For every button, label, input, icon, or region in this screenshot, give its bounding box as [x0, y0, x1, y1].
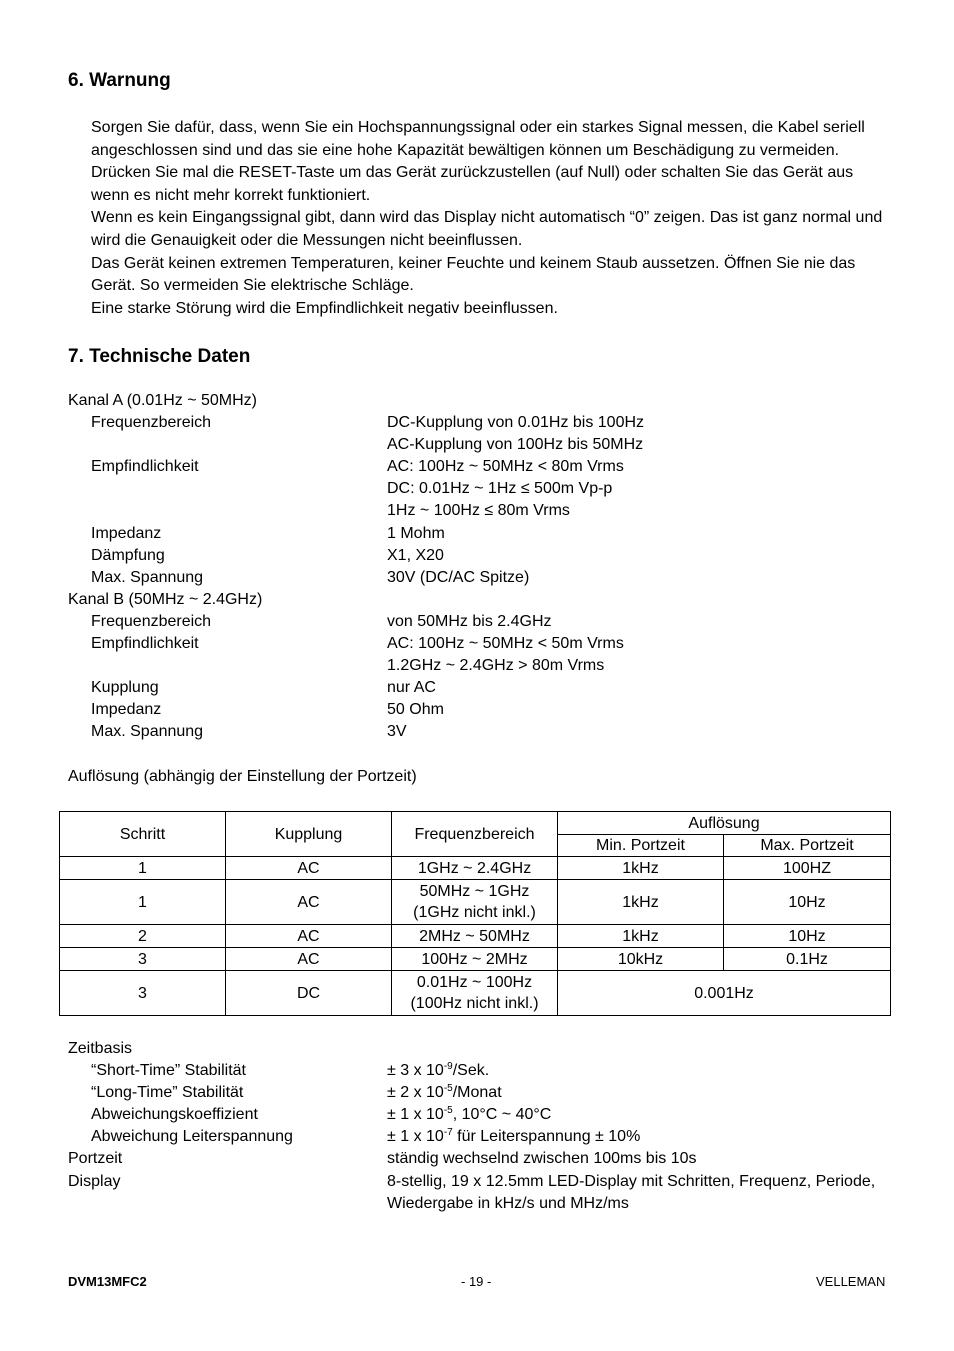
- timebase-heading: Zeitbasis: [68, 1040, 133, 1057]
- warning-paragraph: Eine starke Störung wird die Empfindlichkeit negativ beeinflussen.: [91, 299, 558, 317]
- header-cell: Min. Portzeit: [558, 835, 724, 857]
- header-cell: Auflösung: [558, 812, 891, 835]
- spec-value: DC: 0.01Hz ~ 1Hz ≤ 500m Vp-p: [387, 480, 613, 498]
- exponent: -7: [443, 1127, 453, 1139]
- spec-label: Abweichung Leiterspannung: [91, 1128, 293, 1146]
- table-cell: AC: [226, 948, 392, 971]
- spec-value: 50 Ohm: [387, 701, 444, 719]
- table-header-row: [60, 812, 891, 835]
- footer-brand: VELLEMAN: [816, 1274, 886, 1289]
- table-cell: 1: [60, 880, 226, 925]
- table-cell: 2MHz ~ 50MHz: [392, 925, 558, 948]
- header-cell: Kupplung: [226, 812, 392, 857]
- warning-text: [91, 117, 891, 320]
- value-part: /Sek.: [452, 1062, 490, 1080]
- header-cell: Frequenzbereich: [392, 812, 558, 857]
- table-cell: [392, 971, 558, 1016]
- table-cell: 100HZ: [724, 857, 891, 880]
- footer-model: DVM13MFC2: [68, 1274, 147, 1289]
- cell-line: 0.01Hz ~ 100Hz: [416, 974, 533, 991]
- channel-b-heading: Kanal B (50MHz ~ 2.4GHz): [68, 590, 263, 608]
- spec-value: 1 Mohm: [387, 524, 445, 542]
- spec-label: Frequenzbereich: [91, 414, 212, 432]
- spec-value: [387, 1104, 551, 1126]
- table-cell: 1kHz: [558, 857, 724, 880]
- table-cell: 3: [60, 948, 226, 971]
- table-cell: 3: [60, 971, 226, 1016]
- spec-label: “Long-Time” Stabilität: [91, 1084, 244, 1102]
- table-cell: AC: [226, 880, 392, 925]
- spec-value: [387, 1060, 489, 1082]
- spec-label: Impedanz: [91, 701, 162, 719]
- spec-label: Kupplung: [91, 679, 159, 697]
- header-cell: Schritt: [60, 812, 226, 857]
- warning-paragraph: Drücken Sie mal die RESET-Taste um das Gerät zurückzustellen (auf Null) oder schalten Sie das Gerät aus wenn es nicht mehr korrekt funktioniert.: [91, 164, 854, 204]
- spec-value: 1Hz ~ 100Hz ≤ 80m Vrms: [387, 502, 570, 520]
- table-row: [60, 880, 891, 925]
- spec-label: Dämpfung: [91, 546, 165, 564]
- table-cell: [392, 880, 558, 925]
- value-part: /Monat: [452, 1084, 502, 1102]
- spec-label: Abweichungskoeffizient: [91, 1106, 258, 1124]
- table-cell: 10kHz: [558, 948, 724, 971]
- spec-value: AC-Kupplung von 100Hz bis 50MHz: [387, 436, 644, 454]
- table-cell: DC: [226, 971, 392, 1016]
- exponent: -5: [443, 1105, 453, 1117]
- spec-list: [68, 390, 898, 744]
- warning-paragraph: Wenn es kein Eingangssignal gibt, dann wird das Display nicht automatisch “0” zeigen. Das ist ganz normal und wird die Genauigkeit oder die Messungen nicht beeinflussen.: [91, 209, 883, 249]
- exponent: -9: [443, 1061, 453, 1073]
- timebase-list: [68, 1038, 898, 1215]
- spec-label: Empfindlichkeit: [91, 458, 199, 476]
- channel-a-heading: Kanal A (0.01Hz ~ 50MHz): [68, 392, 257, 409]
- warning-paragraph: Das Gerät keinen extremen Temperaturen, keiner Feuchte und keinem Staub aussetzen. Öffnen Sie nie das Gerät. So vermeiden Sie elektrische Schläge.: [91, 254, 856, 295]
- value-part: ± 2 x 10: [387, 1084, 444, 1102]
- exponent: -5: [443, 1083, 453, 1095]
- table-cell: 0.001Hz: [558, 971, 891, 1016]
- table-cell: 1kHz: [558, 880, 724, 925]
- section-6-title: 6. Warnung: [68, 70, 171, 91]
- spec-value: 30V (DC/AC Spitze): [387, 568, 530, 586]
- table-row: [60, 857, 891, 880]
- spec-label: Max. Spannung: [91, 723, 204, 741]
- table-row: [60, 971, 891, 1016]
- spec-label: Empfindlichkeit: [91, 635, 199, 653]
- spec-value: nur AC: [387, 679, 436, 697]
- table-cell: 1: [60, 857, 226, 880]
- spec-value: X1, X20: [387, 546, 444, 564]
- value-part: ± 3 x 10: [387, 1062, 444, 1080]
- table-cell: 1GHz ~ 2.4GHz: [392, 857, 558, 880]
- spec-value: 3V: [387, 723, 407, 741]
- warning-paragraph: Sorgen Sie dafür, dass, wenn Sie ein Hochspannungssignal oder ein starkes Signal messen, die Kabel seriell angeschlossen sind und das sie eine hohe Kapazität bewältigen können um Beschädigung zu vermeiden.: [91, 119, 865, 159]
- spec-value: 1.2GHz ~ 2.4GHz > 80m Vrms: [387, 657, 605, 675]
- spec-label: Portzeit: [68, 1150, 123, 1168]
- spec-label: Display: [68, 1172, 121, 1190]
- table-cell: 10Hz: [724, 925, 891, 948]
- spec-value: AC: 100Hz ~ 50MHz < 50m Vrms: [387, 635, 624, 653]
- spec-value: [387, 1126, 640, 1148]
- spec-value: von 50MHz bis 2.4GHz: [387, 612, 552, 630]
- table-cell: 10Hz: [724, 880, 891, 925]
- spec-value: Wiedergabe in kHz/s und MHz/ms: [387, 1194, 629, 1212]
- cell-line: 50MHz ~ 1GHz: [419, 883, 530, 900]
- spec-value: ständig wechselnd zwischen 100ms bis 10s: [387, 1150, 697, 1168]
- cell-line: (100Hz nicht inkl.): [410, 995, 539, 1012]
- footer-page-number: - 19 -: [461, 1274, 492, 1289]
- value-part: ± 1 x 10: [387, 1128, 444, 1146]
- resolution-note: Auflösung (abhängig der Einstellung der Portzeit): [68, 768, 417, 785]
- table-cell: 0.1Hz: [724, 948, 891, 971]
- cell-line: (1GHz nicht inkl.): [413, 904, 536, 921]
- table-row: [60, 948, 891, 971]
- resolution-table: [59, 811, 891, 1016]
- table-cell: 1kHz: [558, 925, 724, 948]
- table-row: [60, 925, 891, 948]
- spec-value: [387, 1082, 502, 1104]
- spec-label: “Short-Time” Stabilität: [91, 1062, 246, 1080]
- spec-label: Impedanz: [91, 524, 162, 542]
- table-cell: 100Hz ~ 2MHz: [392, 948, 558, 971]
- value-part: für Leiterspannung ± 10%: [452, 1128, 641, 1146]
- value-part: ± 1 x 10: [387, 1106, 444, 1124]
- table-cell: 2: [60, 925, 226, 948]
- spec-label: Frequenzbereich: [91, 612, 212, 630]
- section-7-title: 7. Technische Daten: [68, 346, 251, 367]
- table-cell: AC: [226, 925, 392, 948]
- spec-value: AC: 100Hz ~ 50MHz < 80m Vrms: [387, 458, 624, 476]
- value-part: , 10°C ~ 40°C: [452, 1106, 552, 1124]
- table-cell: AC: [226, 857, 392, 880]
- header-cell: Max. Portzeit: [724, 835, 891, 857]
- spec-label: Max. Spannung: [91, 568, 204, 586]
- spec-value: DC-Kupplung von 0.01Hz bis 100Hz: [387, 414, 645, 432]
- spec-value: 8-stellig, 19 x 12.5mm LED-Display mit Schritten, Frequenz, Periode,: [387, 1172, 876, 1190]
